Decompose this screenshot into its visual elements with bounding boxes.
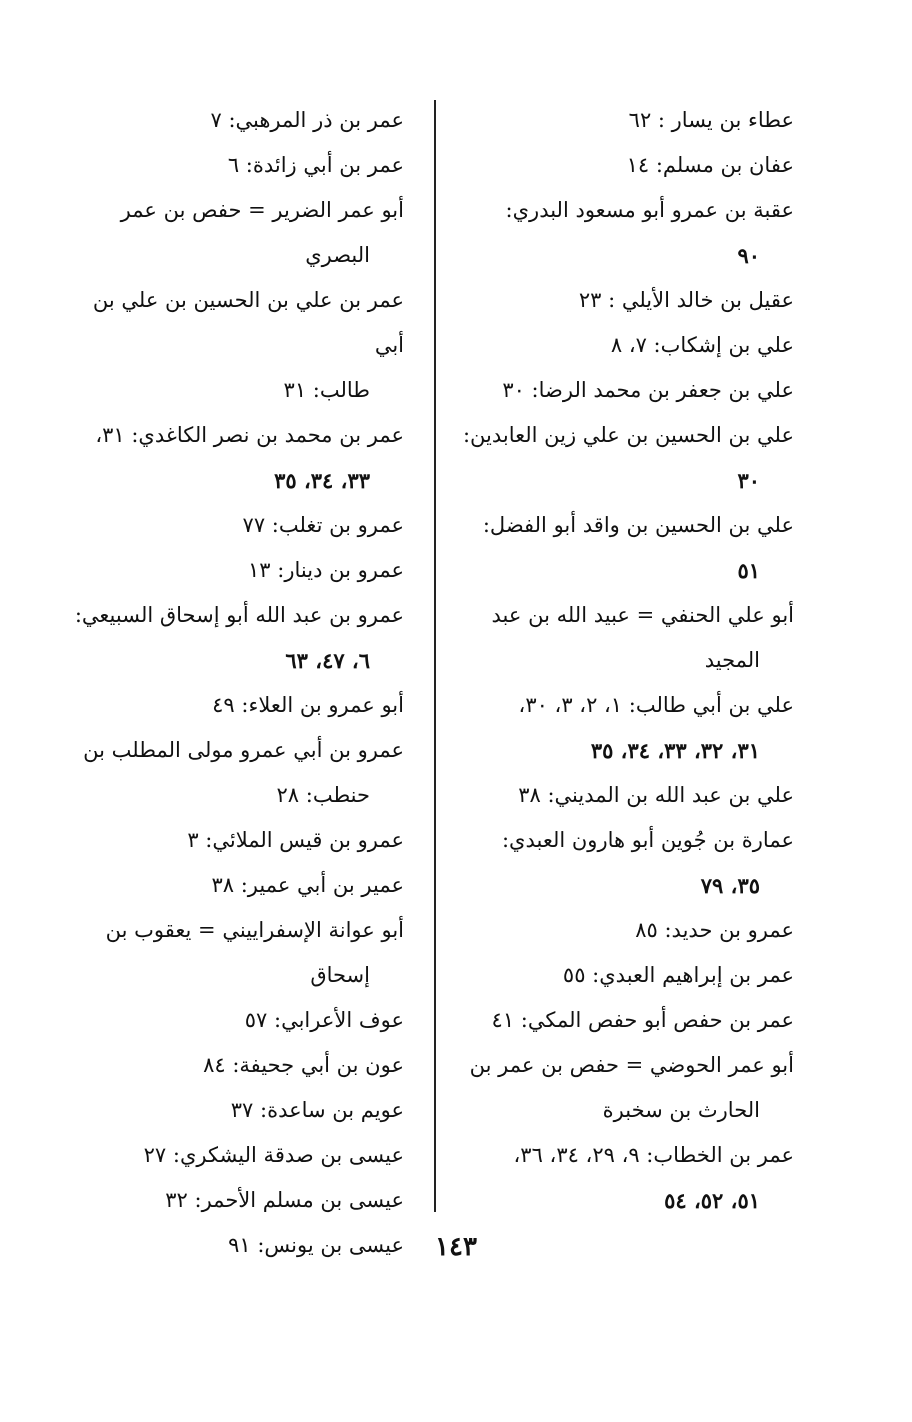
entry-text: عطاء بن يسار : ٦٢ xyxy=(628,108,794,132)
index-entry xyxy=(64,1088,404,1133)
entry-text: عمرو بن دينار: ١٣ xyxy=(248,558,404,582)
index-entry xyxy=(64,143,404,188)
entry-text: عقبة بن عمرو أبو مسعود البدري: xyxy=(505,198,794,222)
entry-text: عمير بن أبي عمير: ٣٨ xyxy=(211,873,404,897)
entry-text: عمارة بن جُوين أبو هارون العبدي: xyxy=(501,828,794,852)
index-column-left xyxy=(64,98,404,1268)
index-entry xyxy=(438,278,794,323)
entry-text: علي بن جعفر بن محمد الرضا: ٣٠ xyxy=(502,378,794,402)
index-entry xyxy=(64,413,404,503)
index-entry xyxy=(438,683,794,773)
index-entry xyxy=(438,368,794,413)
entry-text: أبو عمر الحوضي = حفص بن عمر بن xyxy=(469,1053,794,1077)
entry-text: أبو عمر الضرير = حفص بن عمر xyxy=(120,198,404,222)
entry-continuation: ٥١ xyxy=(737,558,760,583)
entry-text: عقيل بن خالد الأيلي : ٢٣ xyxy=(578,288,794,312)
entry-text: عويم بن ساعدة: ٣٧ xyxy=(230,1098,404,1122)
page-number: ١٤٣ xyxy=(435,1232,477,1262)
entry-continuation: إسحاق xyxy=(310,963,370,987)
index-entry xyxy=(64,908,404,998)
entry-continuation: ٣٣، ٣٤، ٣٥ xyxy=(274,468,370,493)
entry-text: عمر بن محمد بن نصر الكاغدي: ٣١، xyxy=(95,423,404,447)
index-entry xyxy=(64,503,404,548)
index-entry xyxy=(438,998,794,1043)
index-entry xyxy=(438,188,794,278)
entry-text: عون بن أبي جحيفة: ٨٤ xyxy=(203,1053,404,1077)
entry-text: عمرو بن قيس الملائي: ٣ xyxy=(187,828,404,852)
index-entry xyxy=(64,278,404,413)
index-entry xyxy=(64,1043,404,1088)
entry-text: علي بن الحسين بن علي زين العابدين: xyxy=(462,423,794,447)
entry-text: علي بن إشكاب: ٧، ٨ xyxy=(610,333,794,357)
entry-text: عمر بن أبي زائدة: ٦ xyxy=(227,153,404,177)
index-entry xyxy=(64,98,404,143)
index-entry xyxy=(64,728,404,818)
entry-continuation: ٦، ٤٧، ٦٣ xyxy=(285,648,370,673)
index-entry xyxy=(64,998,404,1043)
entry-text: عيسى بن يونس: ٩١ xyxy=(228,1233,404,1257)
entry-continuation: البصري xyxy=(305,243,370,267)
entry-text: عمرو بن عبد الله أبو إسحاق السبيعي: xyxy=(74,603,404,627)
entry-text: عيسى بن مسلم الأحمر: ٣٢ xyxy=(165,1188,404,1212)
entry-text: عفان بن مسلم: ١٤ xyxy=(626,153,794,177)
entry-text: أبو عوانة الإسفراييني = يعقوب بن xyxy=(105,918,404,942)
index-entry xyxy=(438,503,794,593)
entry-text: أبو علي الحنفي = عبيد الله بن عبد xyxy=(491,603,794,627)
entry-continuation: ٩٠ xyxy=(737,243,760,268)
index-entry xyxy=(438,1133,794,1223)
entry-continuation: ٣١، ٣٢، ٣٣، ٣٤، ٣٥ xyxy=(590,738,760,763)
entry-continuation: حنطب: ٢٨ xyxy=(276,783,370,807)
index-entry xyxy=(64,548,404,593)
index-entry xyxy=(438,143,794,188)
entry-text: علي بن عبد الله بن المديني: ٣٨ xyxy=(518,783,794,807)
index-entry xyxy=(438,98,794,143)
entry-text: عمرو بن تغلب: ٧٧ xyxy=(242,513,404,537)
entry-continuation: المجيد xyxy=(704,648,760,672)
entry-continuation: الحارث بن سخبرة xyxy=(602,1098,760,1122)
index-entry xyxy=(64,1178,404,1223)
entry-text: عوف الأعرابي: ٥٧ xyxy=(244,1008,404,1032)
index-entry xyxy=(64,1133,404,1178)
index-entry xyxy=(438,773,794,818)
entry-text: عمر بن علي بن الحسين بن علي بن أبي xyxy=(92,288,404,357)
index-entry xyxy=(438,413,794,503)
index-entry xyxy=(64,863,404,908)
index-entry xyxy=(64,188,404,278)
index-entry xyxy=(64,683,404,728)
entry-text: عمر بن حفص أبو حفص المكي: ٤١ xyxy=(491,1008,794,1032)
entry-text: عيسى بن صدقة اليشكري: ٢٧ xyxy=(143,1143,404,1167)
entry-text: عمرو بن أبي عمرو مولى المطلب بن xyxy=(83,738,404,762)
entry-text: عمر بن ذر المرهبي: ٧ xyxy=(210,108,404,132)
entry-continuation: ٣٥، ٧٩ xyxy=(700,873,760,898)
entry-text: أبو عمرو بن العلاء: ٤٩ xyxy=(212,693,404,717)
index-entry xyxy=(438,593,794,683)
entry-continuation: ٣٠ xyxy=(737,468,760,493)
index-entry xyxy=(438,818,794,908)
entry-text: عمر بن إبراهيم العبدي: ٥٥ xyxy=(562,963,794,987)
index-entry xyxy=(438,953,794,998)
index-entry xyxy=(438,1043,794,1133)
index-entry xyxy=(64,593,404,683)
index-column-right xyxy=(438,98,794,1223)
index-entry xyxy=(438,908,794,953)
column-divider xyxy=(434,100,436,1212)
index-entry xyxy=(64,818,404,863)
index-entry xyxy=(438,323,794,368)
entry-continuation: ٥١، ٥٢، ٥٤ xyxy=(664,1188,760,1213)
entry-text: عمر بن الخطاب: ٩، ٢٩، ٣٤، ٣٦، xyxy=(513,1143,794,1167)
entry-text: عمرو بن حديد: ٨٥ xyxy=(635,918,794,942)
entry-text: علي بن الحسين بن واقد أبو الفضل: xyxy=(482,513,794,537)
entry-continuation: طالب: ٣١ xyxy=(283,378,370,402)
entry-text: علي بن أبي طالب: ١، ٢، ٣، ٣٠، xyxy=(518,693,794,717)
